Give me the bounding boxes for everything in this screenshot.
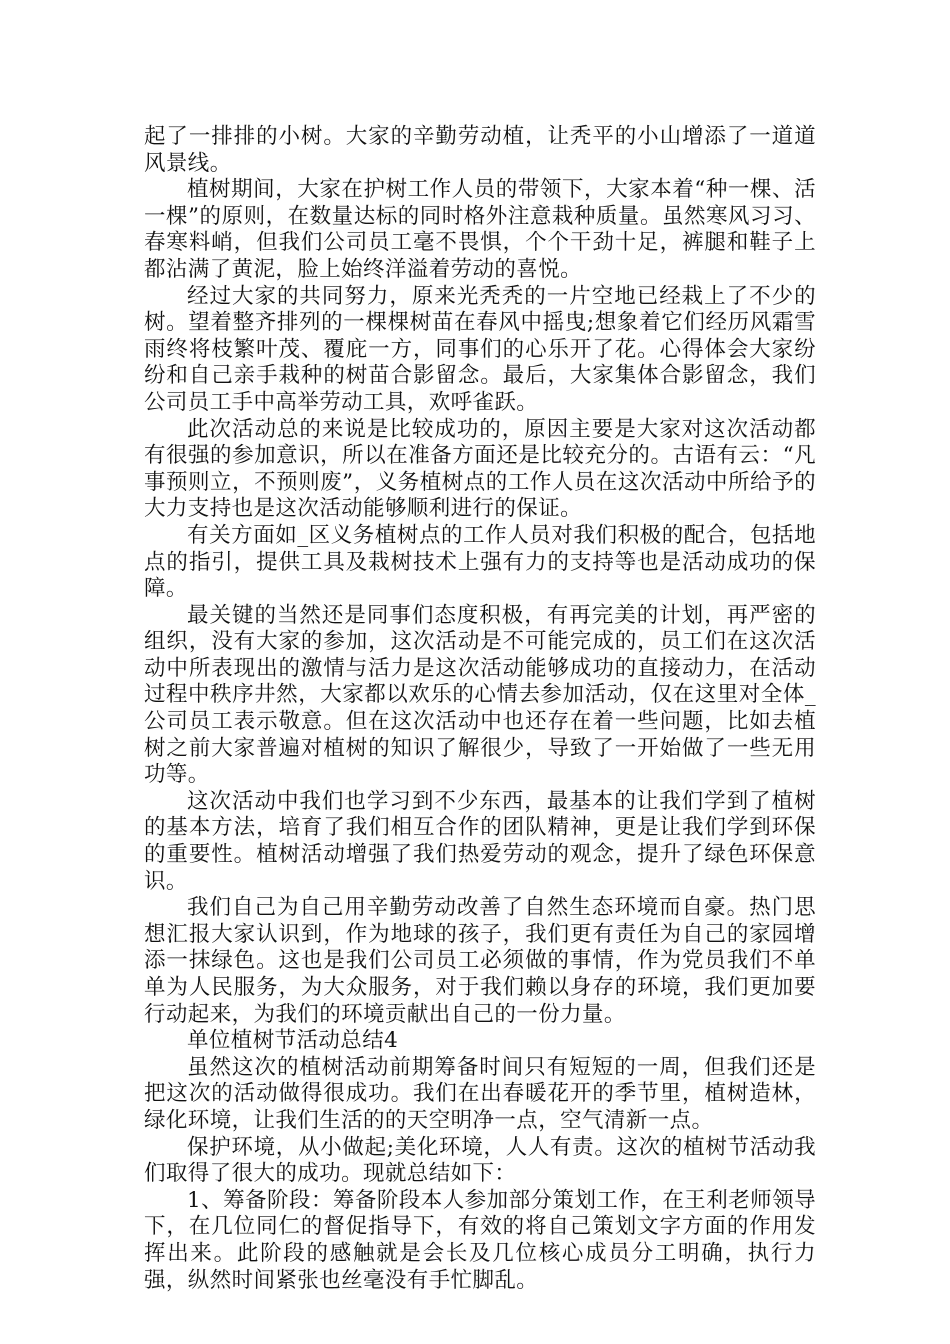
paragraph-continuation: 起了一排排的小树。大家的辛勤劳动植，让秃平的小山增添了一道道风景线。 bbox=[144, 124, 816, 176]
section-heading: 单位植树节活动总结4 bbox=[187, 1028, 399, 1054]
paragraph-attitude: 最关键的当然还是同事们态度积极，有再完美的计划，再严密的组织，没有大家的参加，这次活动是不可能完成的，员工们在这次活动中所表现出的激情与活力是这次活动能够成功的直接动力，在活动过程中秩序井然，大家都以欢乐的心情去参加活动，仅在这里对全体_公司员工表示敬意。但在这次活动中也还存在着一些问题，比如去植树之前大家普遍对植树的知识了解很少，导致了一开始做了一些无用功等。 bbox=[144, 602, 816, 788]
paragraph-protect-environment: 保护环境，从小做起;美化环境，人人有责。这次的植树节活动我们取得了很大的成功。现就总结如下： bbox=[144, 1134, 816, 1187]
paragraph-pride: 我们自己为自己用辛勤劳动改善了自然生态环境而自豪。热门思想汇报大家认识到，作为地球的孩子，我们更有责任为自己的家园增添一抹绿色。这也是我们公司员工必须做的事情，作为党员我们不单单为人民服务，为大众服务，对于我们赖以身存的环境，我们更加要行动起来，为我们的环境贡献出自己的一份力量。 bbox=[144, 895, 816, 1027]
paragraph-preparation-week: 虽然这次的植树活动前期筹备时间只有短短的一周，但我们还是把这次的活动做得很成功。我们在出春暖花开的季节里，植树造林，绿化环境，让我们生活的的天空明净一点，空气清新一点。 bbox=[144, 1054, 816, 1133]
paragraph-joint-effort: 经过大家的共同努力，原来光秃秃的一片空地已经栽上了不少的树。望着整齐排列的一棵棵树苗在春风中摇曳;想象着它们经历风霜雪雨终将枝繁叶茂、覆庇一方，同事们的心乐开了花。心得体会大家纷纷和自己亲手栽种的树苗合影留念。最后，大家集体合影留念，我们公司员工手中高举劳动工具，欢呼雀跃。 bbox=[144, 283, 816, 415]
paragraph-learning: 这次活动中我们也学习到不少东西，最基本的让我们学到了植树的基本方法，培育了我们相互合作的团队精神，更是让我们学到环保的重要性。植树活动增强了我们热爱劳动的观念，提升了绿色环保意识。 bbox=[144, 788, 816, 894]
paragraph-planting-period: 植树期间，大家在护树工作人员的带领下，大家本着“种一棵、活一棵”的原则，在数量达标的同时格外注意栽种质量。虽然寒风习习、春寒料峭，但我们公司员工毫不畏惧，个个干劲十足，裤腿和鞋子上都沾满了黄泥，脸上始终洋溢着劳动的喜悦。 bbox=[144, 177, 816, 282]
paragraph-activity-success: 此次活动总的来说是比较成功的，原因主要是大家对这次活动都有很强的参加意识，所以在准备方面还是比较充分的。古语有云：“凡事预则立，不预则废”，义务植树点的工作人员在这次活动中所给予的大力支持也是这次活动能够顺利进行的保证。 bbox=[144, 416, 816, 522]
document-page bbox=[144, 124, 816, 1294]
paragraph-stage-one: 1、筹备阶段：筹备阶段本人参加部分策划工作，在王利老师领导下，在几位同仁的督促指导下，有效的将自己策划文字方面的作用发挥出来。此阶段的感触就是会长及几位核心成员分工明确，执行力强，纵然时间紧张也丝毫没有手忙脚乱。 bbox=[144, 1187, 816, 1293]
paragraph-cooperation: 有关方面如_区义务植树点的工作人员对我们积极的配合，包括地点的指引，提供工具及栽树技术上强有力的支持等也是活动成功的保障。 bbox=[144, 522, 816, 602]
